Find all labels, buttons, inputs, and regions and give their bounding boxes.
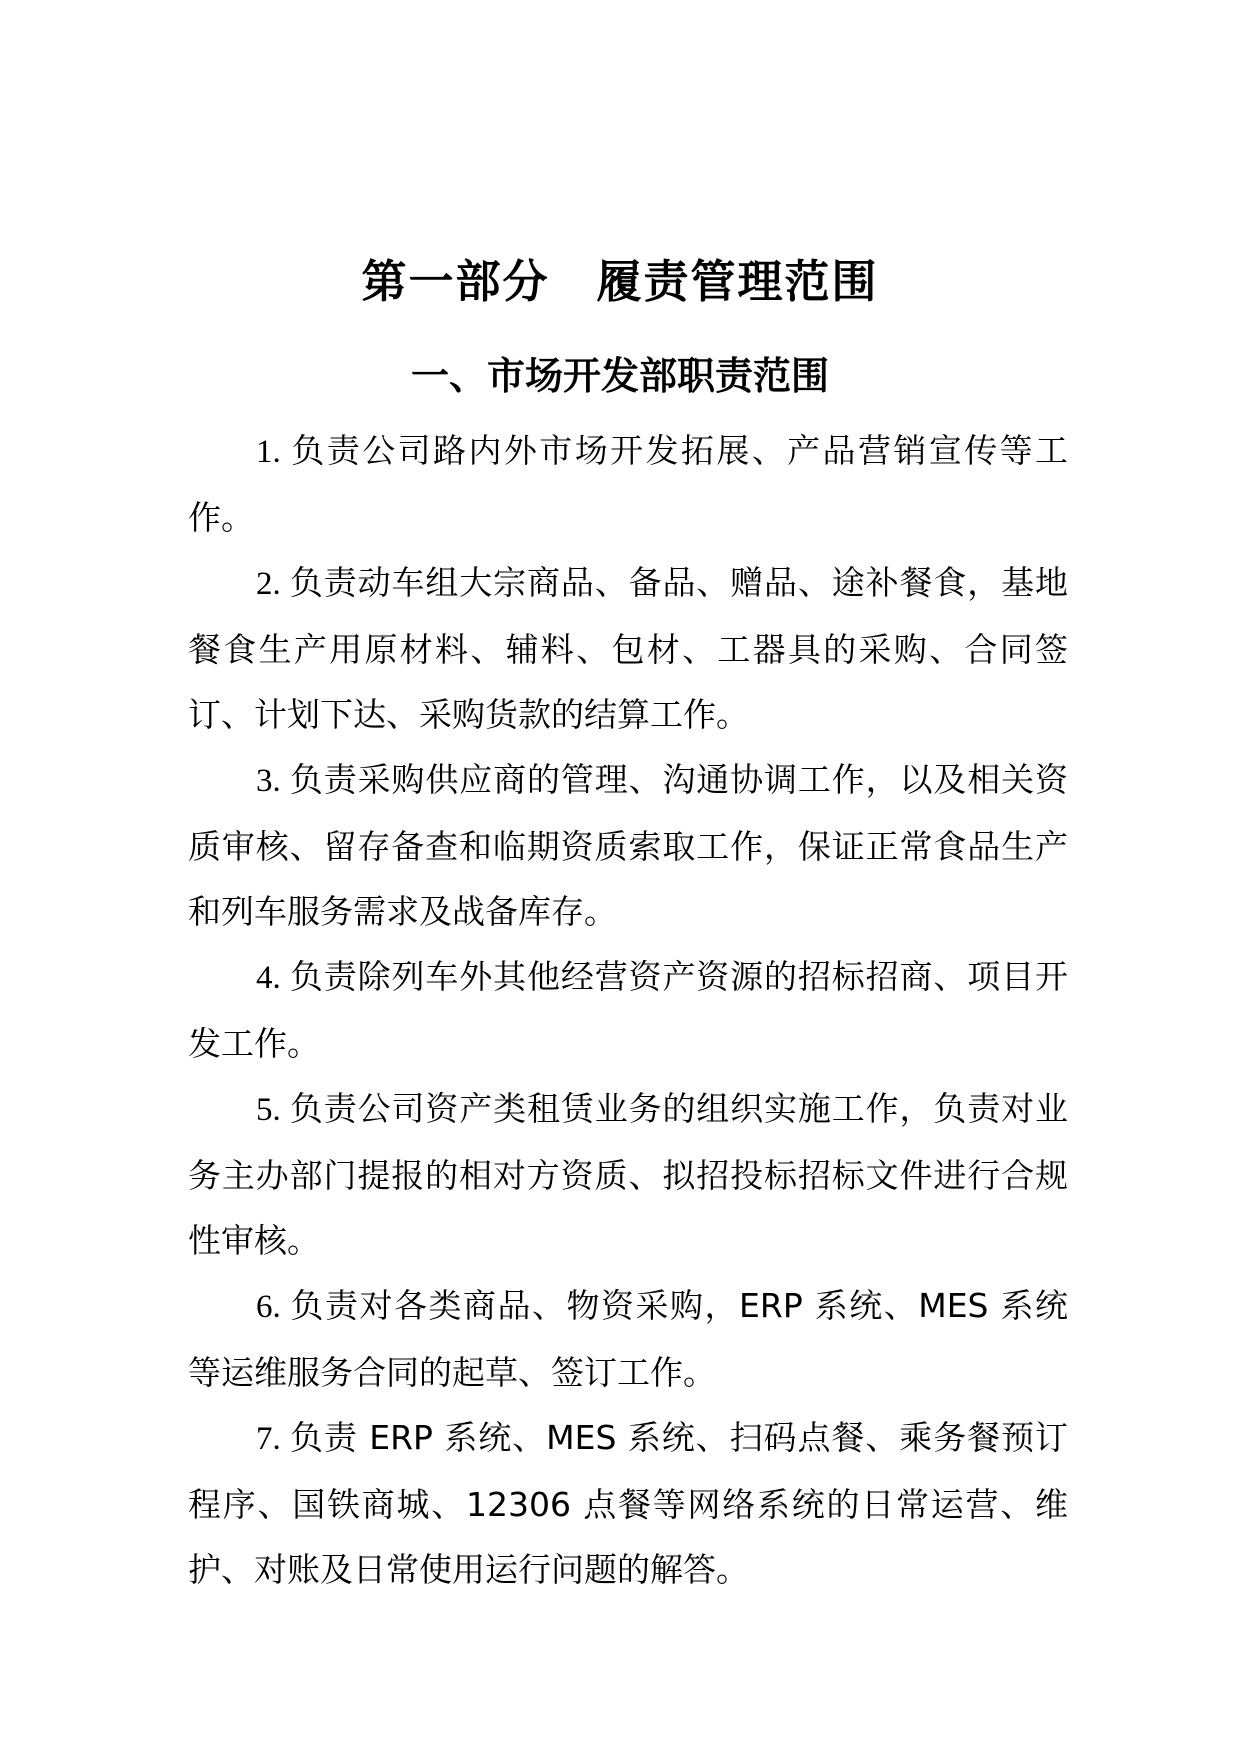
paragraph-text: 负责对各类商品、物资采购，ERP 系统、MES 系统等运维服务合同的起草、签订工作。 (188, 1286, 1069, 1392)
paragraph-text: 负责除列车外其他经营资产资源的招标招商、项目开发工作。 (188, 957, 1069, 1063)
paragraph-number: 7. (256, 1421, 290, 1457)
paragraph-text: 负责公司路内外市场开发拓展、产品营销宣传等工作。 (188, 431, 1069, 537)
document-body (188, 418, 1068, 1602)
page-title: 第一部分 履责管理范围 (361, 255, 879, 308)
paragraph-2 (188, 550, 1068, 747)
paragraph-number: 2. (256, 566, 290, 602)
paragraph-7 (188, 1405, 1068, 1602)
paragraph-number: 3. (256, 763, 290, 799)
paragraph-number: 1. (256, 434, 292, 470)
paragraph-text: 负责 ERP 系统、MES 系统、扫码点餐、乘务餐预订程序、国铁商城、12306 点餐等网络系统的日常运营、维护、对账及日常使用运行问题的解答。 (188, 1418, 1069, 1589)
paragraph-number: 6. (256, 1289, 291, 1325)
section-heading: 一、市场开发部职责范围 (410, 353, 829, 398)
paragraph-number: 5. (256, 1092, 290, 1128)
paragraph-text: 负责动车组大宗商品、备品、赠品、途补餐食，基地餐食生产用原材料、辅料、包材、工器具的采购、合同签订、计划下达、采购货款的结算工作。 (188, 563, 1069, 734)
paragraph-number: 4. (256, 960, 290, 996)
paragraph-4 (188, 944, 1068, 1076)
paragraph-6 (188, 1273, 1068, 1405)
paragraph-5 (188, 1076, 1068, 1273)
paragraph-text: 负责采购供应商的管理、沟通协调工作，以及相关资质审核、留存备查和临期资质索取工作，保证正常食品生产和列车服务需求及战备库存。 (188, 760, 1069, 931)
paragraph-1 (188, 418, 1068, 550)
paragraph-3 (188, 747, 1068, 944)
paragraph-text: 负责公司资产类租赁业务的组织实施工作，负责对业务主办部门提报的相对方资质、拟招投标招标文件进行合规性审核。 (188, 1089, 1069, 1260)
